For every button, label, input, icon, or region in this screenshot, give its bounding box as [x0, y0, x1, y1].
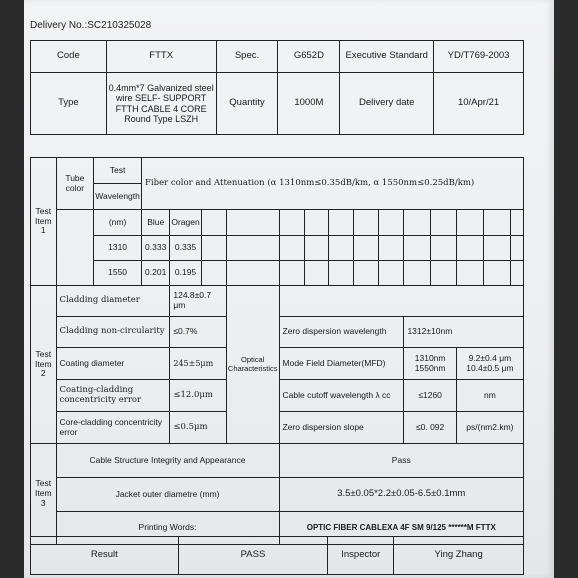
code-label: Code — [31, 41, 107, 73]
blue-label: Blue — [142, 210, 170, 236]
table-row — [31, 236, 524, 261]
zero-dispersion-wavelength-value: 1312±10nm — [404, 317, 524, 348]
zero-dispersion-slope-value: ≤0. 092 — [404, 412, 456, 444]
orange-1310: 0.335 — [170, 236, 201, 261]
delivery-date-value: 10/Apr/21 — [434, 73, 524, 135]
test-label: Test — [94, 158, 142, 184]
mfd-label: Mode Field Diameter(MFD) — [279, 348, 404, 380]
cladding-diameter-value: 124.8±0.7 μm — [170, 286, 227, 317]
core-concentricity-value: ≤0.5μm — [170, 412, 227, 444]
spec-label: Spec. — [216, 41, 278, 73]
jacket-diameter-label: Jacket outer diametre (mm) — [56, 478, 279, 512]
coating-concentricity-value: ≤12.0μm — [170, 380, 227, 412]
coating-diameter-label: Coating diameter — [56, 348, 170, 380]
mfd-wavelengths: 1310nm 1550nm — [404, 348, 456, 380]
cutoff-wavelength-value: ≤1260 — [404, 380, 456, 412]
header-table — [30, 40, 524, 135]
type-label: Type — [31, 73, 107, 135]
test-item-3-label: Test Item 3 — [31, 444, 57, 545]
test-table — [30, 157, 524, 545]
cutoff-wavelength-unit: nm — [456, 380, 523, 412]
quantity-value: 1000M — [278, 73, 340, 135]
code-value: FTTX — [106, 41, 216, 73]
jacket-diameter-value: 3.5±0.05*2.2±0.05-6.5±0.1mm — [279, 478, 523, 512]
coating-diameter-value: 245±5μm — [170, 348, 227, 380]
orange-label: Oragen — [170, 210, 201, 236]
cutoff-wavelength-label: Cable cutoff wavelength λ cc — [279, 380, 404, 412]
mfd-value: 9.2±0.4 μm 10.4±0.5 μm — [456, 348, 523, 380]
test-item-2-label: Test Item 2 — [31, 286, 57, 444]
delivery-date-label: Delivery date — [340, 73, 434, 135]
exec-standard-value: YD/T769-2003 — [434, 41, 524, 73]
blue-1550: 0.201 — [142, 261, 170, 286]
exec-standard-label: Executive Standard — [340, 41, 434, 73]
wavelength-label: Wavelength — [94, 184, 142, 210]
wavelength-1310: 1310 — [94, 236, 142, 261]
blue-1310: 0.333 — [142, 236, 170, 261]
quantity-label: Quantity — [216, 73, 278, 135]
zero-dispersion-wavelength-label: Zero dispersion wavelength — [279, 317, 404, 348]
spec-value: G652D — [278, 41, 340, 73]
type-value: 0.4mm*7 Galvanized steel wire SELF- SUPPORT FTTH CABLE 4 CORE Round Type LSZH — [106, 73, 216, 135]
wavelength-1550: 1550 — [94, 261, 142, 286]
structure-integrity-value: Pass — [279, 444, 523, 478]
non-circularity-label: Cladding non-circularity — [56, 317, 170, 348]
orange-1550: 0.195 — [170, 261, 201, 286]
printing-words-value: OPTIC FIBER CABLEXA 4F SM 9/125 ******M FTTX — [279, 512, 523, 545]
table-row — [31, 261, 524, 286]
zero-dispersion-slope-label: Zero dispersion slope — [279, 412, 404, 444]
footer-table — [30, 536, 524, 575]
delivery-number: Delivery No.:SC210325028 — [30, 20, 152, 31]
coating-concentricity-label: Coating-cladding concentricity error — [56, 380, 170, 412]
test-item-1-label: Test Item 1 — [31, 158, 57, 286]
inspector-value: Ying Zhang — [394, 537, 524, 575]
attenuation-title: Fiber color and Attenuation (α 1310nm≤0.35dB/km, α 1550nm≤0.25dB/km) — [142, 158, 524, 210]
nm-label: (nm) — [94, 210, 142, 236]
core-concentricity-label: Core-cladding concentricity error — [56, 412, 170, 444]
result-label: Result — [31, 537, 179, 575]
printing-words-label: Printing Words: — [56, 512, 279, 545]
inspector-label: Inspector — [328, 537, 394, 575]
structure-integrity-label: Cable Structure Integrity and Appearance — [56, 444, 279, 478]
tube-color-empty — [56, 210, 94, 286]
tube-color-label: Tube color — [56, 158, 94, 210]
zero-dispersion-slope-unit: ps/(nm2.km) — [456, 412, 523, 444]
non-circularity-value: ≤0.7% — [170, 317, 227, 348]
optical-characteristics-label: Optical Characteristics — [226, 286, 279, 444]
cladding-diameter-label: Cladding diameter — [56, 286, 170, 317]
result-value: PASS — [178, 537, 328, 575]
